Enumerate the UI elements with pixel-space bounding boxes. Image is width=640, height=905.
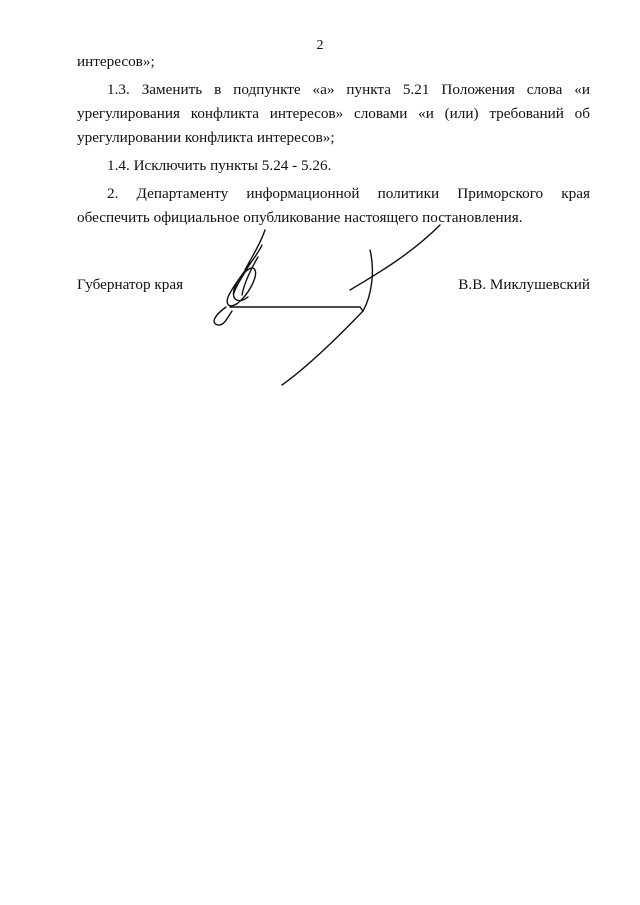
paragraph-continuation: интересов»; xyxy=(77,53,155,70)
paragraph-2: 2. Департаменту информационной политики Приморского края обеспечить официальное опубликование настоящего постановления. xyxy=(77,185,590,226)
signatory-title: Губернатор края xyxy=(77,276,184,293)
page-number: 2 xyxy=(316,38,324,53)
document-body xyxy=(77,50,590,230)
handwritten-signature xyxy=(200,215,460,395)
paragraph-1-3: 1.3. Заменить в подпункте «а» пункта 5.21 Положения слова «и урегулирования конфликта интересов» словами «и (или) требований об урегулировании конфликта интересов»; xyxy=(77,81,590,146)
paragraph-1-4: 1.4. Исключить пункты 5.24 - 5.26. xyxy=(107,157,332,174)
signatory-name: В.В. Миклушевский xyxy=(458,276,590,293)
